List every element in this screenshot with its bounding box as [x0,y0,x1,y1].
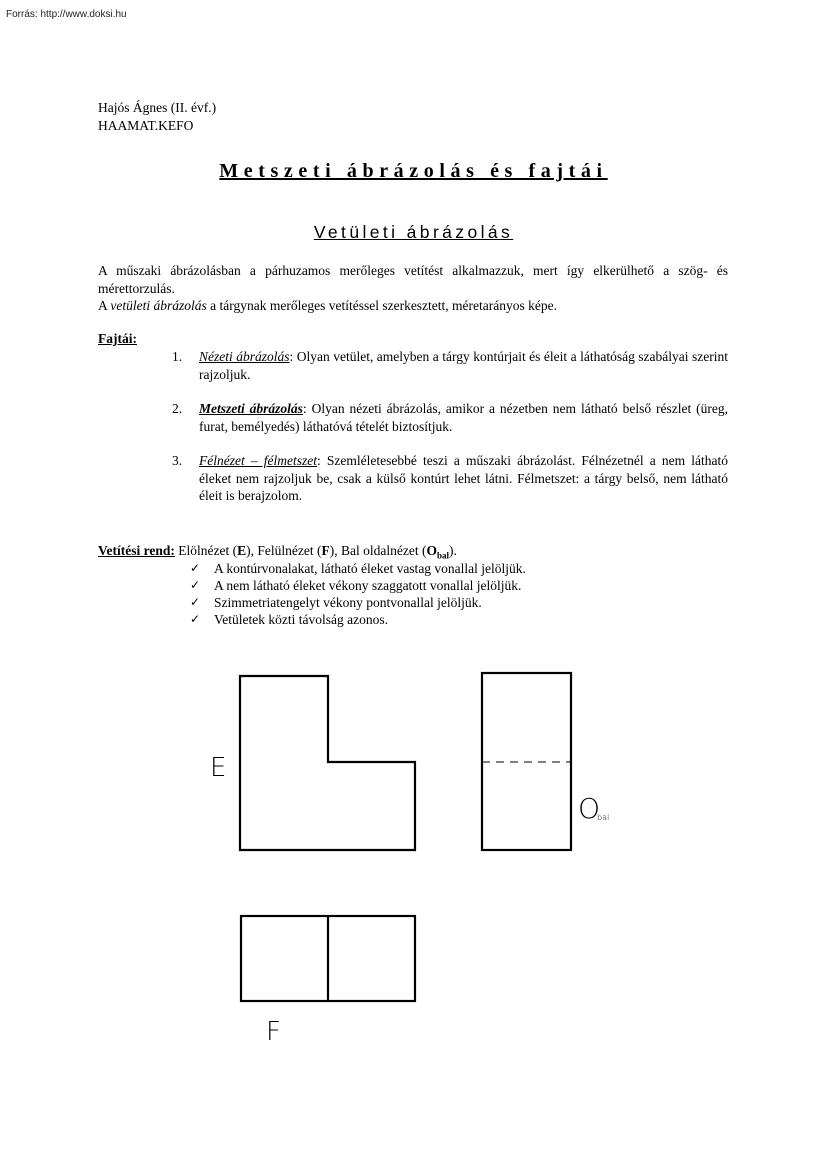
section-subtitle: Vetületi ábrázolás [313,222,514,242]
type-text: : Olyan nézeti ábrázolás, amikor a nézetben nem látható belső részlet (üreg, furat, bemélyedés) láthatóvá tételét biztosítjuk. [199,401,728,434]
checkmark-icon: ✓ [190,595,201,609]
check-text: A kontúrvonalakat, látható éleket vastag vonallal jelöljük. [214,561,526,576]
source-note: Forrás: http://www.doksi.hu [6,9,127,20]
author-name: Hajós Ágnes (II. évf.) [98,100,217,115]
intro-paragraph-1: A műszaki ábrázolásban a párhuzamos merőleges vetítést alkalmazzuk, mert így elkerülhető a szög- és mérettorzulás. [98,263,728,296]
projection-order-label: Vetítési rend: [98,543,175,558]
rend-text: Elölnézet ( [174,543,238,558]
list-number: 3. [172,453,183,468]
list-number: 2. [172,401,183,416]
types-heading: Fajtái: [98,331,137,346]
check-text: A nem látható éleket vékony szaggatott vonallal jelöljük. [214,578,522,593]
checkmark-icon: ✓ [190,578,201,592]
type-term: Metszeti ábrázolás [199,401,303,416]
checkmark-icon: ✓ [190,561,201,575]
type-text: : Szemléletesebbé teszi a műszaki ábrázolást. Félnézetnél a nem látható éleket nem rajzoljuk be, csak a külső kontúrt lehet látni. Félmetszet: a tárgy belső, nem látható éleit is berajzolom. [199,453,728,503]
checkmark-icon: ✓ [190,612,201,626]
type-term: Félnézet – félmetszet [199,453,317,468]
top-view-label: F [266,1017,281,1047]
type-term: Nézeti ábrázolás [199,349,290,364]
intro-p2-post: a tárgynak merőleges vetítéssel szerkesztett, méretarányos képe. [206,298,557,313]
front-view-shape [240,676,415,850]
front-view-label: E [210,753,227,783]
author-code: HAAMAT.KEFO [98,118,194,133]
rend-text: ). [448,543,457,558]
check-text: Szimmetriatengelyt vékony pontvonallal jelöljük. [214,595,482,610]
rend-o-sub: bal [436,550,449,561]
rend-text: ), Bal oldalnézet ( [329,543,427,558]
rend-text: ), Felülnézet ( [246,543,322,558]
page-title: Metszeti ábrázolás és fajtái [219,160,608,182]
side-view-label-sub: bal [597,813,610,822]
rend-o: O [426,543,437,558]
rend-f: F [321,543,330,558]
check-text: Vetületek közti távolság azonos. [214,612,388,627]
rend-e: E [237,543,247,558]
side-view-label: O [578,792,601,825]
type-text: : Olyan vetület, amelyben a tárgy kontúrjait és éleit a láthatóság szabályai szerint rajzoljuk. [199,349,728,382]
intro-p2-term: vetületi ábrázolás [110,298,207,313]
list-number: 1. [172,349,183,364]
intro-p2-pre: A [98,298,111,313]
